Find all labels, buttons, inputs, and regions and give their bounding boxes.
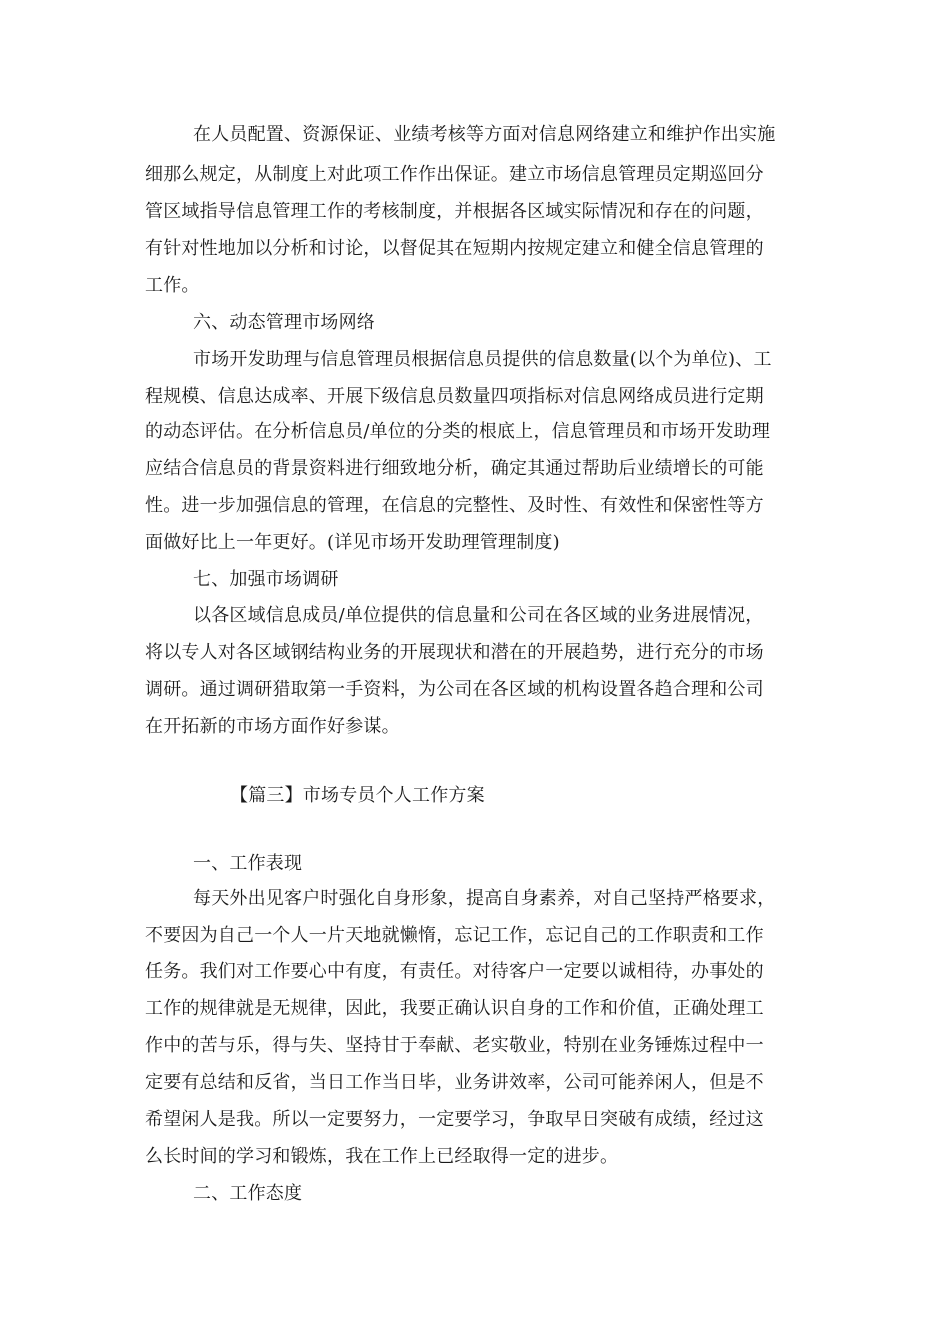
paragraph-line: 不要因为自己一个人一片天地就懒惰，忘记工作，忘记自己的工作职责和工作 — [145, 925, 764, 946]
paragraph-line: 希望闲人是我。所以一定要努力，一定要学习，争取早日突破有成绩，经过这 — [145, 1109, 764, 1130]
paragraph-line: 任务。我们对工作要心中有度，有责任。对待客户一定要以诚相待，办事处的 — [145, 961, 764, 982]
paragraph-line: 的动态评估。在分析信息员/单位的分类的根底上，信息管理员和市场开发助理 — [145, 421, 771, 442]
chapter-title: 【篇三】市场专员个人工作方案 — [230, 785, 485, 806]
paragraph-line: 将以专人对各区域钢结构业务的开展现状和潜在的开展趋势，进行充分的市场 — [145, 642, 764, 663]
paragraph-line: 每天外出见客户时强化自身形象，提高自身素养，对自己坚持严格要求， — [193, 888, 776, 909]
section-heading: 一、工作表现 — [193, 853, 303, 874]
paragraph-line: 市场开发助理与信息管理员根据信息员提供的信息数量(以个为单位)、工 — [193, 349, 772, 370]
paragraph-line: 细那么规定，从制度上对此项工作作出保证。建立市场信息管理员定期巡回分 — [145, 164, 764, 185]
paragraph-line: 面做好比上一年更好。(详见市场开发助理管理制度) — [145, 532, 560, 553]
paragraph-line: 调研。通过调研猎取第一手资料，为公司在各区域的机构设置各趋合理和公司 — [145, 679, 764, 700]
paragraph-line: 工作的规律就是无规律，因此，我要正确认识自身的工作和价值，正确处理工 — [145, 998, 764, 1019]
paragraph-line: 在人员配置、资源保证、业绩考核等方面对信息网络建立和维护作出实施 — [193, 124, 776, 145]
paragraph-line: 有针对性地加以分析和讨论，以督促其在短期内按规定建立和健全信息管理的 — [145, 238, 764, 259]
paragraph-line: 性。进一步加强信息的管理，在信息的完整性、及时性、有效性和保密性等方 — [145, 495, 764, 516]
paragraph-line: 么长时间的学习和锻炼，我在工作上已经取得一定的进步。 — [145, 1146, 619, 1167]
paragraph-line: 管区域指导信息管理工作的考核制度，并根据各区域实际情况和存在的问题， — [145, 201, 764, 222]
paragraph-line: 定要有总结和反省，当日工作当日毕，业务讲效率，公司可能养闲人，但是不 — [145, 1072, 764, 1093]
paragraph-line: 应结合信息员的背景资料进行细致地分析，确定其通过帮助后业绩增长的可能 — [145, 458, 764, 479]
paragraph-line: 作中的苦与乐，得与失、坚持甘于奉献、老实敬业，特别在业务锤炼过程中一 — [145, 1035, 764, 1056]
section-heading: 二、工作态度 — [193, 1183, 303, 1204]
paragraph-line: 以各区域信息成员/单位提供的信息量和公司在各区域的业务进展情况， — [193, 605, 764, 626]
section-heading: 六、动态管理市场网络 — [193, 312, 375, 333]
paragraph-line: 在开拓新的市场方面作好参谋。 — [145, 716, 400, 737]
paragraph-line: 工作。 — [145, 275, 200, 296]
paragraph-line: 程规模、信息达成率、开展下级信息员数量四项指标对信息网络成员进行定期 — [145, 386, 764, 407]
section-heading: 七、加强市场调研 — [193, 569, 339, 590]
